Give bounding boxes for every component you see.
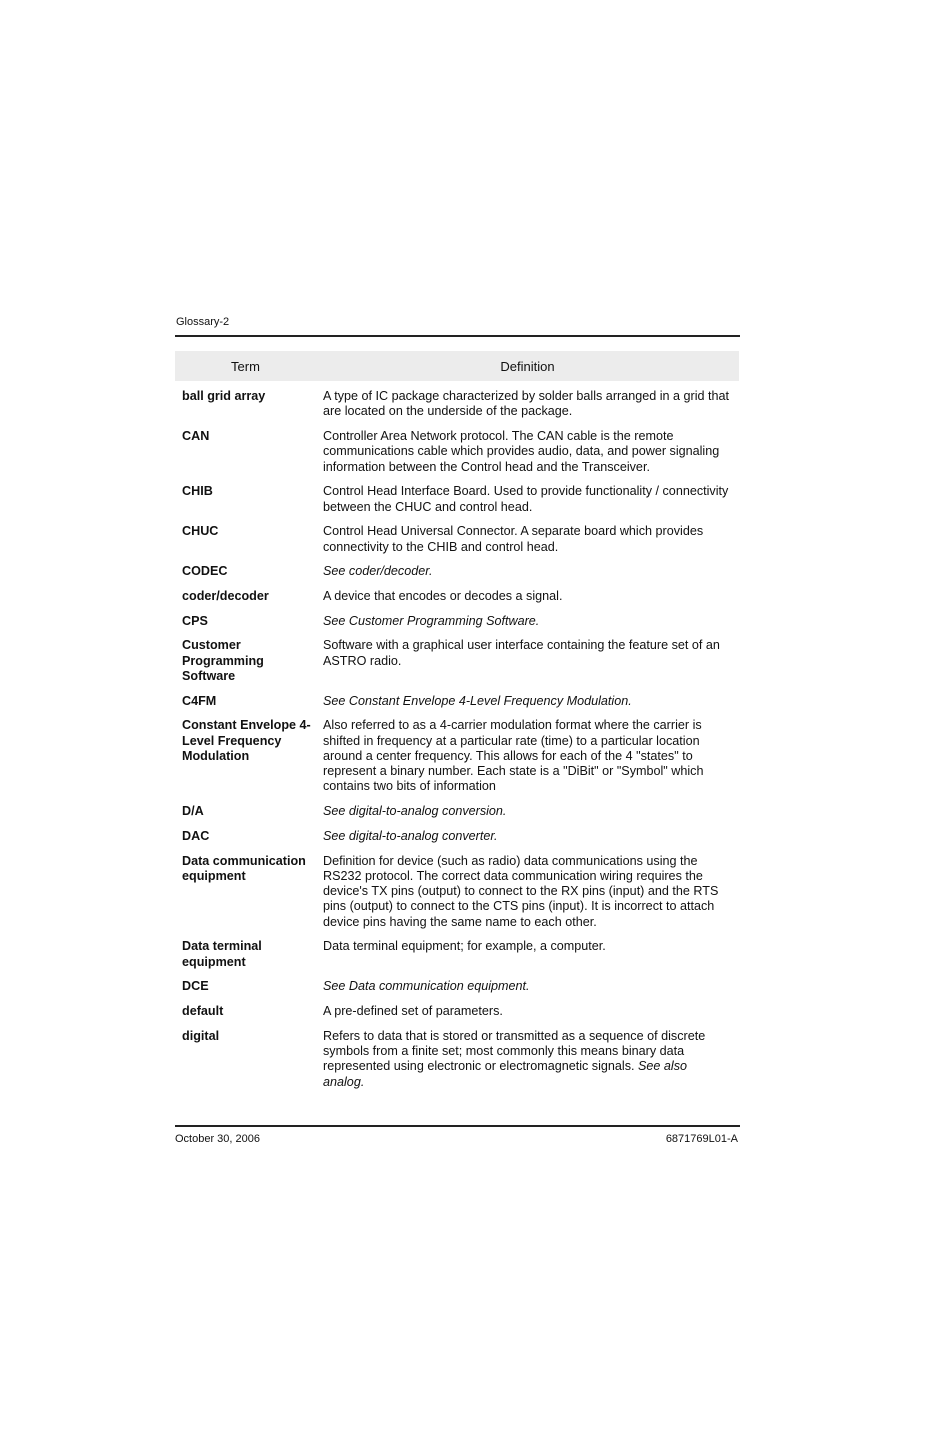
table-body: [175, 381, 739, 1090]
definition-text: A type of IC package characterized by solder balls arranged in a grid that are located on the underside of the package.: [323, 389, 730, 419]
cross-reference: See coder/decoder.: [323, 564, 433, 579]
term-cell: CAN: [182, 428, 210, 443]
cross-reference: See also analog.: [323, 1059, 688, 1089]
table-row: [175, 1029, 739, 1090]
column-header-term: Term: [231, 358, 260, 374]
table-row: [175, 979, 739, 994]
definition-cell: [317, 484, 739, 515]
term-cell: Constant Envelope 4-Level Frequency Modulation: [182, 718, 311, 763]
term-cell: DCE: [182, 979, 209, 994]
term-cell: CODEC: [182, 564, 228, 579]
term-cell: coder/decoder: [182, 588, 269, 603]
definition-text: Control Head Universal Connector. A separate board which provides connectivity to the CHIB and control head.: [323, 524, 704, 554]
footer-rule: [175, 1125, 740, 1127]
definition-cell: [317, 829, 739, 844]
definition-cell: [317, 524, 739, 555]
table-row: [175, 389, 739, 420]
table-row: [175, 694, 739, 709]
glossary-table: [175, 351, 739, 1099]
definition-text: Software with a graphical user interface containing the feature set of an ASTRO radio.: [323, 638, 720, 668]
table-header: [175, 351, 739, 381]
term-cell: CHIB: [182, 484, 213, 499]
footer-date: October 30, 2006: [175, 1133, 261, 1145]
definition-text: Data terminal equipment; for example, a computer.: [323, 939, 606, 954]
cross-reference: See digital-to-analog converter.: [323, 828, 498, 843]
definition-cell: [317, 804, 739, 819]
column-header-definition: Definition: [500, 358, 555, 374]
table-row: [175, 939, 739, 970]
definition-text: Refers to data that is stored or transmitted as a sequence of discrete symbols from a finite set; most commonly this means binary data represented using electronic or electromagnetic signals.: [323, 1028, 706, 1074]
table-row: [175, 484, 739, 515]
table-row: [175, 564, 739, 579]
definition-cell: [317, 854, 739, 930]
page-label: Glossary-2: [176, 316, 230, 328]
term-cell: default: [182, 1004, 224, 1019]
cross-reference: See Constant Envelope 4-Level Frequency Modulation.: [323, 693, 632, 708]
cross-reference: See digital-to-analog conversion.: [323, 804, 507, 819]
definition-text: A device that encodes or decodes a signal.: [323, 588, 563, 603]
term-cell: Customer Programming Software: [182, 638, 264, 683]
term-cell: Data terminal equipment: [182, 939, 262, 969]
term-cell: DAC: [182, 828, 210, 843]
definition-cell: [317, 638, 739, 684]
definition-text: Control Head Interface Board. Used to provide functionality / connectivity between the CHUC and control head.: [323, 484, 729, 514]
definition-text: Also referred to as a 4-carrier modulation format where the carrier is shifted in frequency at a particular rate (time) to a particular location around a center frequency. This allows for each of the 4 "states" to represent a binary number. Each state is a "DiBit" or "Symbol" which contains two bits of information: [323, 718, 704, 794]
definition-text: Definition for device (such as radio) data communications using the RS232 protocol. The correct data communication wiring requires the device's TX pins (output) to connect to the RX pins (input) and the RTS pins (output) to connect to the CTS pins (input). It is incorrect to attach device pins having the same name to each other.: [323, 853, 719, 929]
definition-cell: [317, 389, 739, 420]
table-row: [175, 429, 739, 475]
definition-cell: [317, 979, 739, 994]
term-cell: digital: [182, 1028, 220, 1043]
table-row: [175, 804, 739, 819]
term-cell: CPS: [182, 613, 208, 628]
table-row: [175, 589, 739, 604]
definition-cell: [317, 718, 739, 794]
definition-text: Controller Area Network protocol. The CAN cable is the remote communications cable which provides audio, data, and power signaling information between the Control head and the Transceiver.: [323, 428, 720, 474]
table-row: [175, 614, 739, 629]
definition-cell: [317, 564, 739, 579]
definition-text: A pre-defined set of parameters.: [323, 1004, 503, 1019]
term-cell: D/A: [182, 804, 204, 819]
table-row: [175, 829, 739, 844]
definition-cell: [317, 1029, 739, 1090]
definition-cell: [317, 614, 739, 629]
table-row: [175, 638, 739, 684]
table-row: [175, 524, 739, 555]
cross-reference: See Customer Programming Software.: [323, 613, 540, 628]
cross-reference: See Data communication equipment.: [323, 979, 530, 994]
definition-cell: [317, 1004, 739, 1019]
term-cell: CHUC: [182, 524, 219, 539]
term-cell: C4FM: [182, 693, 217, 708]
term-cell: Data communication equipment: [182, 853, 306, 883]
footer-doc-number: 6871769L01-A: [665, 1133, 738, 1145]
table-row: [175, 1004, 739, 1019]
definition-cell: [317, 589, 739, 604]
header-rule: [175, 335, 740, 337]
term-cell: ball grid array: [182, 389, 266, 403]
definition-cell: [317, 939, 739, 970]
table-row: [175, 718, 739, 794]
definition-cell: [317, 694, 739, 709]
table-row: [175, 854, 739, 930]
definition-cell: [317, 429, 739, 475]
